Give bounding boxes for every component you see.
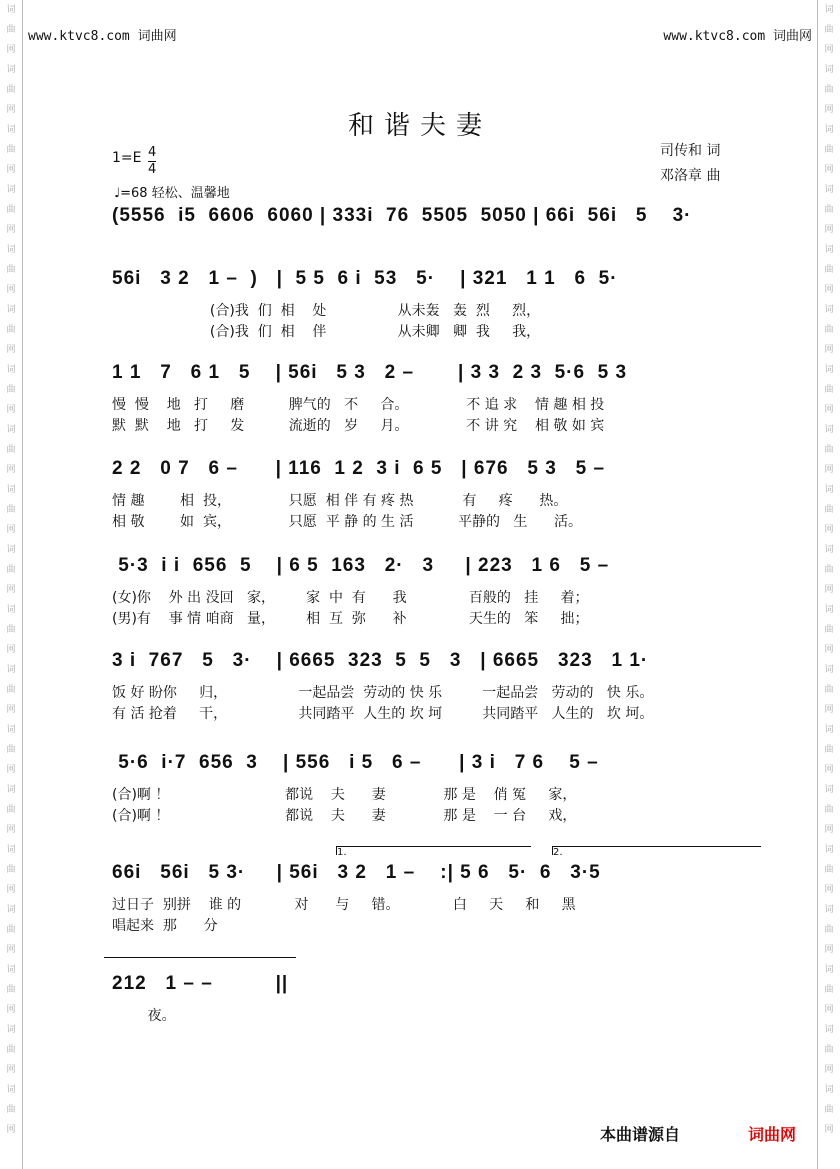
right-margin-watermark: [817, 0, 840, 1169]
margin-mark: 词: [6, 545, 16, 555]
lyric-line: (合)啊 ！ 都说 夫 妻 那 是 俏 冤 家，: [112, 787, 577, 803]
margin-mark: 词: [6, 1025, 16, 1035]
margin-mark: 网: [6, 285, 16, 295]
margin-mark: 曲: [6, 445, 16, 455]
margin-mark: 词: [6, 665, 16, 675]
margin-mark: 词: [6, 845, 16, 855]
margin-mark: 网: [824, 765, 834, 775]
time-bottom: 4: [148, 162, 157, 177]
margin-mark: 曲: [824, 205, 834, 215]
margin-mark: 网: [824, 285, 834, 295]
margin-mark: 词: [824, 785, 834, 795]
margin-mark: 词: [824, 125, 834, 135]
margin-mark: 曲: [6, 25, 16, 35]
margin-mark: 网: [6, 345, 16, 355]
margin-mark: 词: [824, 905, 834, 915]
margin-mark: 曲: [824, 985, 834, 995]
margin-mark: 网: [6, 1125, 16, 1135]
margin-mark: 词: [824, 65, 834, 75]
margin-mark: 词: [824, 725, 834, 735]
notation-line: 3 i 767 5 3· | 6665 323 5 5 3 | 6665 323 1 1·: [112, 650, 649, 671]
notation-line: 1 1 7 6 1 5 | 56i 5 3 2 – | 3 3 2 3 5·6 5 3: [112, 362, 628, 383]
margin-mark: 网: [6, 465, 16, 475]
margin-mark: 网: [6, 825, 16, 835]
notation-line: (5556 i5 6606 6060 | 333i 76 5505 5050 | 66i 56i 5 3·: [112, 205, 692, 226]
margin-mark: 网: [6, 645, 16, 655]
margin-mark: 曲: [824, 325, 834, 335]
margin-mark: 网: [824, 705, 834, 715]
margin-mark: 曲: [824, 1105, 834, 1115]
margin-mark: 曲: [6, 565, 16, 575]
margin-mark: 词: [824, 365, 834, 375]
time-signature: [148, 145, 156, 178]
tempo-marking: ♩=68 轻松、温馨地: [114, 186, 230, 201]
margin-mark: 网: [6, 225, 16, 235]
watermark-right: www.ktvc8.com 词曲网: [663, 29, 812, 44]
margin-mark: 词: [6, 1085, 16, 1095]
margin-mark: 网: [824, 45, 834, 55]
margin-mark: 曲: [824, 925, 834, 935]
margin-mark: 网: [6, 885, 16, 895]
time-top: 4: [148, 145, 157, 160]
margin-mark: 词: [824, 245, 834, 255]
notation-line: 66i 56i 5 3· | 56i 3 2 1 – :| 5 6 5· 6 3·5: [112, 862, 601, 883]
margin-mark: 词: [824, 665, 834, 675]
margin-mark: 词: [6, 905, 16, 915]
margin-mark: 词: [824, 1085, 834, 1095]
margin-mark: 网: [824, 465, 834, 475]
lyric-line: (合)啊 ！ 都说 夫 妻 那 是 一 台 戏，: [112, 808, 577, 824]
volta-2: 2.: [552, 846, 761, 855]
lyric-line: 有 活 抢着 干， 共同踏平 人生的 坎 坷 共同踏平 人生的 坎 坷。: [112, 706, 654, 722]
margin-mark: 曲: [824, 805, 834, 815]
margin-mark: 网: [824, 105, 834, 115]
margin-mark: 网: [6, 165, 16, 175]
margin-mark: 词: [824, 965, 834, 975]
lyric-line: 慢 慢 地 打 磨 脾气的 不 合。 不 追 求 情 趣 相 投: [112, 397, 605, 413]
margin-mark: 网: [824, 405, 834, 415]
song-title: 和谐夫妻: [347, 111, 492, 141]
margin-mark: 词: [824, 425, 834, 435]
composer: 邓洛章 曲: [660, 168, 721, 184]
lyric-line: (男)有 事 情 咱商 量， 相 互 弥 补 天生的 笨 拙；: [112, 611, 589, 627]
margin-mark: 网: [6, 765, 16, 775]
margin-mark: 曲: [6, 745, 16, 755]
margin-mark: 曲: [824, 1045, 834, 1055]
margin-mark: 曲: [6, 985, 16, 995]
margin-mark: 曲: [824, 745, 834, 755]
margin-mark: 词: [6, 425, 16, 435]
notation-line: 5·3 i i 656 5 | 6 5 163 2· 3 | 223 1 6 5 –: [112, 555, 610, 576]
margin-mark: 网: [6, 1065, 16, 1075]
margin-mark: 曲: [824, 685, 834, 695]
margin-mark: 网: [824, 825, 834, 835]
margin-mark: 词: [6, 125, 16, 135]
margin-mark: 曲: [6, 505, 16, 515]
volta-1: 1.: [336, 846, 531, 855]
margin-mark: 曲: [6, 385, 16, 395]
margin-mark: 曲: [6, 685, 16, 695]
margin-mark: 曲: [824, 85, 834, 95]
notation-line: 2 2 0 7 6 – | 116 1 2 3 i 6 5 | 676 5 3 5 –: [112, 458, 606, 479]
margin-mark: 网: [824, 165, 834, 175]
margin-mark: 曲: [824, 25, 834, 35]
margin-mark: 网: [824, 225, 834, 235]
lyricist: 司传和 词: [660, 143, 721, 159]
margin-mark: 网: [824, 525, 834, 535]
margin-mark: 网: [824, 945, 834, 955]
margin-mark: 曲: [6, 865, 16, 875]
watermark-left: www.ktvc8.com 词曲网: [28, 29, 177, 44]
lyric-line: 相 敬 如 宾， 只愿 平 静 的 生 活 平静的 生 活。: [112, 514, 583, 530]
lyric-line: 饭 好 盼你 归， 一起品尝 劳动的 快 乐 一起品尝 劳动的 快 乐。: [112, 685, 654, 701]
margin-mark: 词: [6, 965, 16, 975]
margin-mark: 词: [6, 605, 16, 615]
key-signature: 1=E: [112, 150, 142, 166]
margin-mark: 词: [6, 485, 16, 495]
margin-mark: 曲: [6, 805, 16, 815]
margin-mark: 词: [824, 485, 834, 495]
footer-source-label: 本曲谱源自: [600, 1125, 681, 1144]
margin-mark: 词: [824, 605, 834, 615]
margin-mark: 词: [824, 845, 834, 855]
footer-site-logo: 词曲网: [748, 1125, 797, 1144]
margin-mark: 曲: [824, 265, 834, 275]
margin-mark: 词: [6, 725, 16, 735]
margin-mark: 网: [6, 585, 16, 595]
volta-continuation: [104, 957, 296, 966]
margin-mark: 词: [6, 785, 16, 795]
margin-mark: 曲: [6, 145, 16, 155]
margin-mark: 网: [6, 705, 16, 715]
margin-mark: 网: [6, 945, 16, 955]
lyric-line: 过日子 别拼 谁 的 对 与 错。 白 天 和 黑: [112, 897, 576, 913]
margin-mark: 词: [824, 185, 834, 195]
margin-mark: 曲: [6, 205, 16, 215]
margin-mark: 网: [824, 585, 834, 595]
margin-mark: 曲: [6, 1045, 16, 1055]
margin-mark: 词: [6, 65, 16, 75]
notation-line: 5·6 i·7 656 3 | 556 i 5 6 – | 3 i 7 6 5 –: [112, 752, 599, 773]
margin-mark: 网: [6, 1005, 16, 1015]
lyric-line: 情 趣 相 投， 只愿 相 伴 有 疼 热 有 疼 热。: [112, 493, 568, 509]
left-margin-watermark: [0, 0, 23, 1169]
lyric-line: (合)我 们 相 伴 从未卿 卿 我 我，: [112, 324, 541, 340]
margin-mark: 曲: [6, 925, 16, 935]
lyric-line: 默 默 地 打 发 流逝的 岁 月。 不 讲 究 相 敬 如 宾: [112, 418, 605, 434]
lyric-line: (女)你 外 出 没回 家， 家 中 有 我 百般的 挂 着；: [112, 590, 589, 606]
margin-mark: 网: [824, 1065, 834, 1075]
margin-mark: 网: [6, 105, 16, 115]
margin-mark: 曲: [6, 325, 16, 335]
margin-mark: 曲: [824, 505, 834, 515]
margin-mark: 曲: [6, 1105, 16, 1115]
margin-mark: 词: [824, 305, 834, 315]
margin-mark: 词: [6, 365, 16, 375]
margin-mark: 曲: [824, 145, 834, 155]
margin-mark: 词: [824, 545, 834, 555]
margin-mark: 网: [6, 525, 16, 535]
margin-mark: 词: [6, 185, 16, 195]
margin-mark: 网: [824, 645, 834, 655]
margin-mark: 曲: [824, 385, 834, 395]
margin-mark: 词: [6, 245, 16, 255]
margin-mark: 曲: [824, 625, 834, 635]
margin-mark: 曲: [6, 85, 16, 95]
notation-line: 56i 3 2 1 – ) | 5 5 6 i 53 5· | 321 1 1 6 5·: [112, 268, 618, 289]
margin-mark: 词: [824, 5, 834, 15]
margin-mark: 曲: [6, 625, 16, 635]
margin-mark: 词: [824, 1025, 834, 1035]
margin-mark: 曲: [824, 565, 834, 575]
margin-mark: 网: [824, 1125, 834, 1135]
margin-mark: 词: [6, 305, 16, 315]
margin-mark: 网: [824, 885, 834, 895]
lyric-line: (合)我 们 相 处 从未轰 轰 烈 烈，: [112, 303, 541, 319]
margin-mark: 词: [6, 5, 16, 15]
margin-mark: 网: [6, 45, 16, 55]
lyric-line: 唱起来 那 分: [112, 918, 218, 934]
margin-mark: 曲: [6, 265, 16, 275]
notation-line: 212 1 – – ||: [112, 973, 289, 994]
margin-mark: 曲: [824, 865, 834, 875]
margin-mark: 网: [6, 405, 16, 415]
margin-mark: 网: [824, 345, 834, 355]
margin-mark: 曲: [824, 445, 834, 455]
lyric-line: 夜。: [112, 1008, 176, 1024]
margin-mark: 网: [824, 1005, 834, 1015]
